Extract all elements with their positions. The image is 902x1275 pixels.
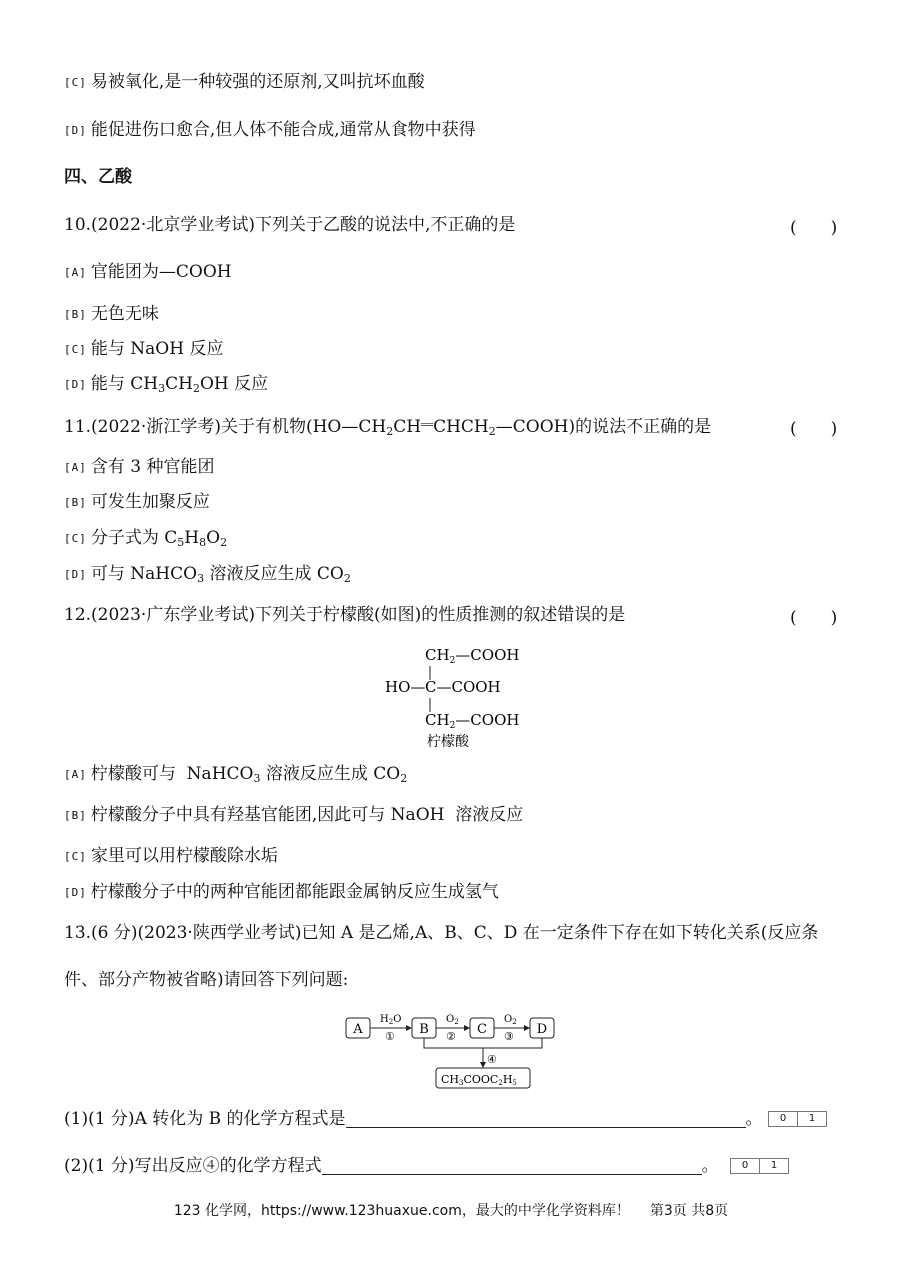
q10-stem: 10.(2022·北京学业考试)下列关于乙酸的说法中,不正确的是 (64, 215, 516, 235)
q12-option-b (64, 803, 523, 828)
score-1[interactable]: 1 (770, 1160, 778, 1171)
option-text: CH (165, 374, 193, 394)
option-tag: [C] (64, 76, 87, 89)
answer-blank-2[interactable] (322, 1156, 702, 1175)
page-footer (0, 1200, 902, 1220)
option-text: 易被氧化,是一种较强的还原剂,又叫抗坏血酸 (90, 72, 425, 92)
q13-sub2 (64, 1154, 719, 1178)
subscript: 2 (488, 425, 496, 438)
sub-question-text: (2)(1 分)写出反应④的化学方程式 (64, 1156, 322, 1176)
option-text: H (184, 528, 200, 548)
subscript: 3 (253, 772, 261, 785)
option-text: 可与 NaHCO (90, 564, 198, 584)
page-number: 第3页 共8页 (649, 1203, 729, 1219)
option-text: 能与 CH (90, 374, 159, 394)
q11-option-c (64, 526, 227, 551)
reaction-2-number: ② (446, 1030, 456, 1043)
subscript: 3 (197, 572, 205, 585)
stem-text: —COOH)的说法不正确的是 (495, 417, 712, 437)
arrow-2-head (464, 1025, 470, 1031)
arrow-3-head (524, 1025, 530, 1031)
label-a: A (353, 1022, 363, 1037)
option-tag: [C] (64, 850, 87, 863)
reaction-2-reagent: $O_2$ (446, 1014, 459, 1026)
q11-stem (64, 414, 711, 439)
sub-question-end: 。 (745, 1109, 763, 1129)
q9-option-c (64, 70, 425, 95)
subscript: 2 (220, 536, 228, 549)
sub-question-end: 。 (701, 1156, 719, 1176)
score-1[interactable]: 1 (808, 1113, 816, 1124)
citric-acid-structure (380, 640, 540, 755)
q13-stem-line2: 件、部分产物被省略)请回答下列问题: (64, 970, 349, 990)
structure-caption: 柠檬酸 (427, 734, 469, 750)
section-title: 四、乙酸 (64, 167, 132, 187)
option-text: 柠檬酸分子中的两种官能团都能跟金属钠反应生成氢气 (90, 882, 499, 902)
q12-option-d (64, 880, 499, 905)
reaction-1-number: ① (385, 1030, 395, 1043)
option-tag: [C] (64, 343, 87, 356)
option-text: 能与 NaOH 反应 (90, 339, 224, 359)
arrow-1-head (406, 1025, 412, 1031)
structure-bottom-ch: $CH_2—COOH$ (425, 711, 520, 731)
q10-option-d (64, 372, 268, 397)
reaction-4-number: ④ (487, 1053, 497, 1066)
score-box-2[interactable] (730, 1158, 789, 1174)
q12-option-a (64, 762, 407, 787)
subscript: 5 (177, 536, 185, 549)
sub-question-text: (1)(1 分)A 转化为 B 的化学方程式是 (64, 1109, 346, 1129)
q9-option-d (64, 118, 476, 143)
option-text: 无色无味 (90, 304, 159, 324)
q11-option-b (64, 490, 210, 515)
option-text: OH 反应 (199, 374, 269, 394)
q13-stem-line1: 13.(6 分)(2023·陕西学业考试)已知 A 是乙烯,A、B、C、D 在一定条件下存在如下转化关系(反应条 (64, 923, 819, 943)
option-text: 柠檬酸分子中具有羟基官能团,因此可与 NaOH 溶液反应 (90, 805, 524, 825)
option-text: 可发生加聚反应 (90, 492, 210, 512)
option-tag: [B] (64, 308, 87, 321)
score-0[interactable]: 0 (769, 1112, 798, 1126)
option-text: O (206, 528, 221, 548)
label-c: C (477, 1022, 487, 1037)
q10-option-c (64, 337, 223, 362)
option-tag: [D] (64, 568, 87, 581)
option-text: 溶液反应生成 CO (204, 564, 344, 584)
score-box-1[interactable] (768, 1111, 827, 1127)
option-tag: [A] (64, 461, 87, 474)
stem-text: 11.(2022·浙江学考)关于有机物(HO—CH (64, 417, 387, 437)
reaction-3-reagent: $O_2$ (504, 1014, 517, 1026)
footer-text: 123 化学网，https://www.123huaxue.com，最大的中学化学资料库！ (173, 1203, 630, 1219)
option-tag: [B] (64, 496, 87, 509)
q12-stem: 12.(2023·广东学业考试)下列关于柠檬酸(如图)的性质推测的叙述错误的是 (64, 605, 626, 625)
conversion-diagram (340, 1008, 565, 1092)
answer-blank-1[interactable] (346, 1109, 746, 1128)
double-bond: ══ (421, 420, 434, 431)
q11-option-d (64, 562, 351, 587)
subscript: 3 (158, 382, 166, 395)
option-text: 柠檬酸可与 NaHCO (90, 764, 254, 784)
label-d: D (536, 1022, 548, 1037)
q11-answer-paren: ( ) (790, 419, 838, 439)
q11-option-a (64, 455, 215, 480)
q10-option-b (64, 302, 159, 327)
structure-top-ch: $CH_2—COOH$ (425, 646, 520, 666)
label-b: B (419, 1022, 429, 1037)
q12-option-c (64, 844, 278, 869)
score-0[interactable]: 0 (731, 1159, 760, 1173)
branch-line (424, 1038, 542, 1048)
option-text: 含有 3 种官能团 (90, 457, 215, 477)
reaction-1-reagent: $H_2O$ (380, 1014, 402, 1026)
option-tag: [A] (64, 266, 87, 279)
option-text: 分子式为 C (90, 528, 178, 548)
arrow-4-head (480, 1062, 486, 1068)
subscript: 2 (386, 425, 394, 438)
reaction-3-number: ③ (504, 1030, 514, 1043)
stem-text: CHCH (433, 417, 489, 437)
option-tag: [D] (64, 124, 87, 137)
option-text: 家里可以用柠檬酸除水垢 (90, 846, 278, 866)
stem-text: CH (393, 417, 422, 437)
subscript: 2 (343, 572, 351, 585)
structure-ho: HO— (385, 678, 426, 696)
q10-answer-paren: ( ) (790, 218, 838, 238)
product-label: CH3COOC2H5 (441, 1073, 517, 1087)
option-tag: [C] (64, 532, 87, 545)
subscript: 2 (192, 382, 200, 395)
q10-option-a (64, 260, 232, 285)
option-text: 能促进伤口愈合,但人体不能合成,通常从食物中获得 (90, 120, 476, 140)
subscript: 8 (199, 536, 207, 549)
option-tag: [D] (64, 378, 87, 391)
option-text: 官能团为—COOH (90, 262, 232, 282)
option-tag: [B] (64, 809, 87, 822)
option-text: 溶液反应生成 CO (260, 764, 401, 784)
q13-sub1 (64, 1107, 763, 1131)
structure-center-c: C—COOH (425, 678, 501, 696)
q12-answer-paren: ( ) (790, 608, 838, 628)
subscript: 2 (400, 772, 408, 785)
option-tag: [A] (64, 768, 87, 781)
option-tag: [D] (64, 886, 87, 899)
